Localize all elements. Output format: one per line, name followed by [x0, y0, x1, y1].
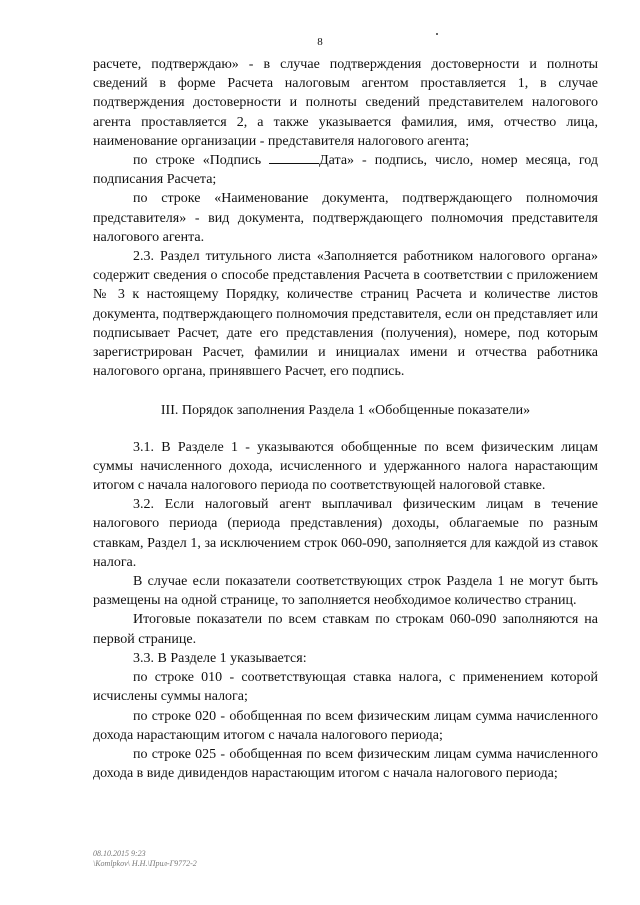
paragraph-line-025: по строке 025 - обобщенная по всем физическим лицам сумма начисленного дохода в виде дивидендов нарастающим итогом с начала налогового периода;	[93, 746, 598, 782]
scan-speck	[436, 33, 438, 35]
paragraph-signature-date-start: по строке «Подпись	[133, 153, 270, 169]
footer-timestamp: 08.10.2015 9:23	[93, 849, 146, 858]
paragraph-signature-date	[93, 151, 598, 189]
paragraph-signature-confirmation: расчете, подтверждаю» - в случае подтверждения достоверности и полноты сведений в форме Расчета налоговым агентом проставляется 1, в случае подтверждения достоверности и полноты сведений представителем налогового агента проставляется 2, а также указывается фамилия, имя, отчество лица, наименование организации - представителя налогового агента;	[93, 57, 598, 149]
paragraph-2-3: 2.3. Раздел титульного листа «Заполняется работником налогового органа» содержит сведения о способе представления Расчета в соответствии с приложением № 3 к настоящему Порядку, количестве страниц Расчета и количестве листов документа, подтверждающего полномочия представителя, если он представляет или подписывает Расчет, дате его представления (получения), номере, под которым зарегистрирован Расчет, фамилии и инициалах имени и отчества работника налогового органа, принявшего Расчет, его подпись.	[93, 249, 598, 380]
paragraph-3-3: 3.3. В Разделе 1 указывается:	[133, 650, 307, 666]
paragraph-3-1: 3.1. В Разделе 1 - указываются обобщенные по всем физическим лицам суммы начисленного дохода, исчисленного и удержанного налога нарастающим итогом с начала налогового периода по соответствующей налоговой ставке.	[93, 439, 598, 494]
paragraph-multiple-pages: В случае если показатели соответствующих строк Раздела 1 не могут быть размещены на одной странице, то заполняется необходимое количество страниц.	[93, 574, 598, 609]
file-footer	[93, 849, 197, 869]
paragraph-authority-document: по строке «Наименование документа, подтверждающего полномочия представителя» - вид документа, подтверждающего полномочия представителя налогового агента.	[93, 191, 598, 245]
paragraph-signature-date-end: Дата» - подпись, число, номер месяца, год подписания Расчета;	[93, 153, 598, 188]
paragraph-3-2: 3.2. Если налоговый агент выплачивал физическим лицам в течение налогового периода (периода представления) доходы, облагаемые по разным ставкам, Раздел 1, за исключением строк 060-090, заполняется для каждой из ставок налога.	[93, 497, 598, 570]
section-title: III. Порядок заполнения Раздела 1 «Обобщенные показатели»	[160, 403, 531, 419]
paragraph-totals: Итоговые показатели по всем ставкам по строкам 060-090 заполняются на первой странице.	[93, 612, 598, 647]
document-body	[93, 55, 598, 783]
footer-file-path: \Komlpkov\ Н.Н.\Прил-Г9772-2	[93, 859, 197, 868]
paragraph-line-010: по строке 010 - соответствующая ставка налога, с применением которой исчислены суммы налога;	[93, 670, 598, 705]
signature-blank-line	[269, 151, 319, 164]
page-number: 8	[317, 36, 323, 48]
paragraph-line-020: по строке 020 - обобщенная по всем физическим лицам сумма начисленного дохода нарастающим итогом с начала налогового периода;	[93, 708, 598, 743]
